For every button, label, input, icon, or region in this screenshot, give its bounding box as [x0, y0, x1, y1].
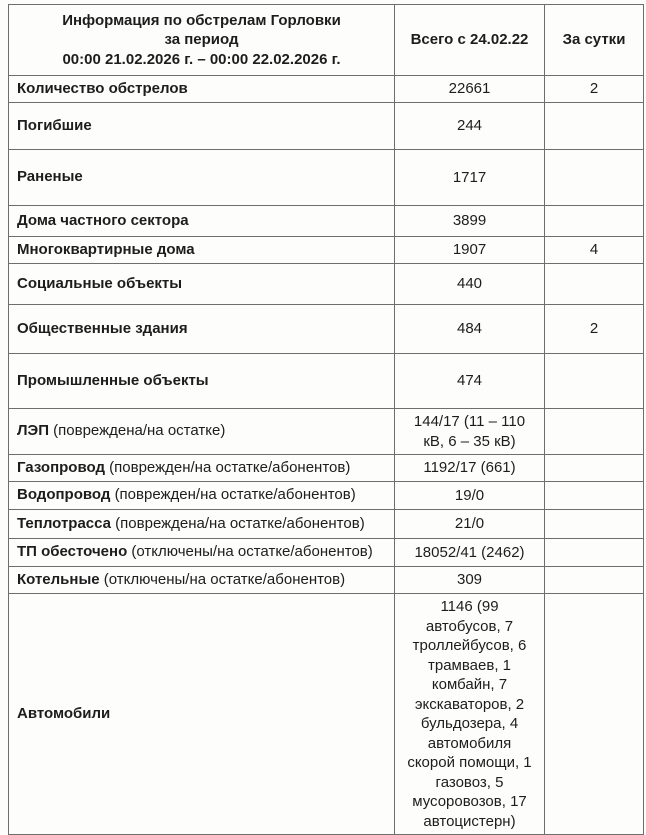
header-col-total: Всего с 24.02.22: [395, 5, 545, 76]
row-daily-cell: [545, 510, 644, 539]
row-label-cell: [9, 103, 395, 150]
table-row: [9, 455, 644, 482]
row-label-main: Общественные здания: [17, 319, 188, 337]
row-label-main: Промышленные объекты: [17, 371, 209, 389]
row-daily-cell: [545, 482, 644, 510]
row-total-cell: 309: [395, 567, 545, 594]
row-label-note: (отключены/на остатке/абонентов): [131, 543, 373, 561]
row-label-cell: [9, 305, 395, 354]
table-title: [15, 11, 388, 70]
row-label-cell: [9, 150, 395, 206]
table-title-line3: 00:00 21.02.2026 г. – 00:00 22.02.2026 г.: [62, 50, 341, 68]
row-label-cell: [9, 567, 395, 594]
table-row: [9, 206, 644, 237]
row-daily-cell: [545, 567, 644, 594]
row-label-cell: [9, 482, 395, 510]
table-body: [9, 76, 644, 835]
row-label-cell: [9, 76, 395, 103]
table-row: [9, 594, 644, 835]
header-row: [9, 5, 644, 76]
table-row: [9, 539, 644, 567]
row-label-note: (поврежден/на остатке/абонентов): [114, 486, 356, 504]
header-title-cell: [9, 5, 395, 76]
row-label-main: ЛЭП: [17, 422, 49, 440]
row-total-cell: 484: [395, 305, 545, 354]
table-row: [9, 103, 644, 150]
row-label-main: Автомобили: [17, 704, 111, 722]
row-total-cell: 144/17 (11 – 110 кВ, 6 – 35 кВ): [395, 409, 545, 455]
row-daily-cell: [545, 150, 644, 206]
row-label-note: (повреждена/на остатке/абонентов): [115, 514, 365, 532]
row-daily-cell: [545, 409, 644, 455]
row-label-cell: [9, 594, 395, 835]
header-col-daily: За сутки: [545, 5, 644, 76]
row-label-note: (поврежден/на остатке/абонентов): [109, 458, 351, 476]
table-title-line2: за период: [164, 31, 239, 49]
table-row: [9, 409, 644, 455]
table-row: [9, 354, 644, 409]
row-total-cell: 1717: [395, 150, 545, 206]
row-daily-cell: 2: [545, 76, 644, 103]
row-label-note: (повреждена/на остатке): [53, 422, 226, 440]
row-total-cell: 1192/17 (661): [395, 455, 545, 482]
row-label-main: Теплотрасса: [17, 514, 111, 532]
row-daily-cell: [545, 206, 644, 237]
table-row: [9, 482, 644, 510]
row-label-cell: [9, 206, 395, 237]
table-row: [9, 305, 644, 354]
row-total-cell: 244: [395, 103, 545, 150]
row-label-note: (отключены/на остатке/абонентов): [103, 570, 346, 588]
row-daily-cell: 4: [545, 237, 644, 264]
row-daily-cell: [545, 354, 644, 409]
row-label-cell: [9, 237, 395, 264]
shelling-info-table: [8, 4, 644, 835]
row-label-main: Погибшие: [17, 116, 92, 134]
row-label-main: Раненые: [17, 168, 83, 186]
row-total-cell: 22661: [395, 76, 545, 103]
row-daily-cell: [545, 103, 644, 150]
row-label-cell: [9, 539, 395, 567]
row-label-main: Социальные объекты: [17, 274, 183, 292]
row-label-main: Количество обстрелов: [17, 79, 188, 97]
row-total-cell: 1146 (99 автобусов, 7 троллейбусов, 6 трамваев, 1 комбайн, 7 экскаваторов, 2 бульдозера, 4 автомобиля скорой помощи, 1 газовоз, 5 мусоровозов, 17 автоцистерн): [395, 594, 545, 835]
row-total-cell: 21/0: [395, 510, 545, 539]
row-total-cell: 440: [395, 264, 545, 305]
table-row: [9, 510, 644, 539]
row-total-cell: 1907: [395, 237, 545, 264]
row-total-cell: 18052/41 (2462): [395, 539, 545, 567]
row-label-cell: [9, 264, 395, 305]
row-label-cell: [9, 510, 395, 539]
row-total-cell: 474: [395, 354, 545, 409]
table-row: [9, 567, 644, 594]
table-title-line1: Информация по обстрелам Горловки: [62, 11, 341, 29]
row-label-cell: [9, 354, 395, 409]
row-daily-cell: [545, 539, 644, 567]
table-row: [9, 76, 644, 103]
row-daily-cell: [545, 594, 644, 835]
row-label-cell: [9, 409, 395, 455]
row-label-main: Многоквартирные дома: [17, 240, 195, 258]
row-label-main: Газопровод: [17, 458, 105, 476]
row-label-cell: [9, 455, 395, 482]
table-row: [9, 264, 644, 305]
table-row: [9, 237, 644, 264]
row-daily-cell: [545, 455, 644, 482]
row-label-main: Дома частного сектора: [17, 211, 189, 229]
row-label-main: Котельные: [17, 570, 100, 588]
row-total-cell: 19/0: [395, 482, 545, 510]
table-row: [9, 150, 644, 206]
row-label-main: ТП обесточено: [17, 543, 128, 561]
row-total-cell: 3899: [395, 206, 545, 237]
row-daily-cell: [545, 264, 644, 305]
row-daily-cell: 2: [545, 305, 644, 354]
row-label-main: Водопровод: [17, 486, 111, 504]
